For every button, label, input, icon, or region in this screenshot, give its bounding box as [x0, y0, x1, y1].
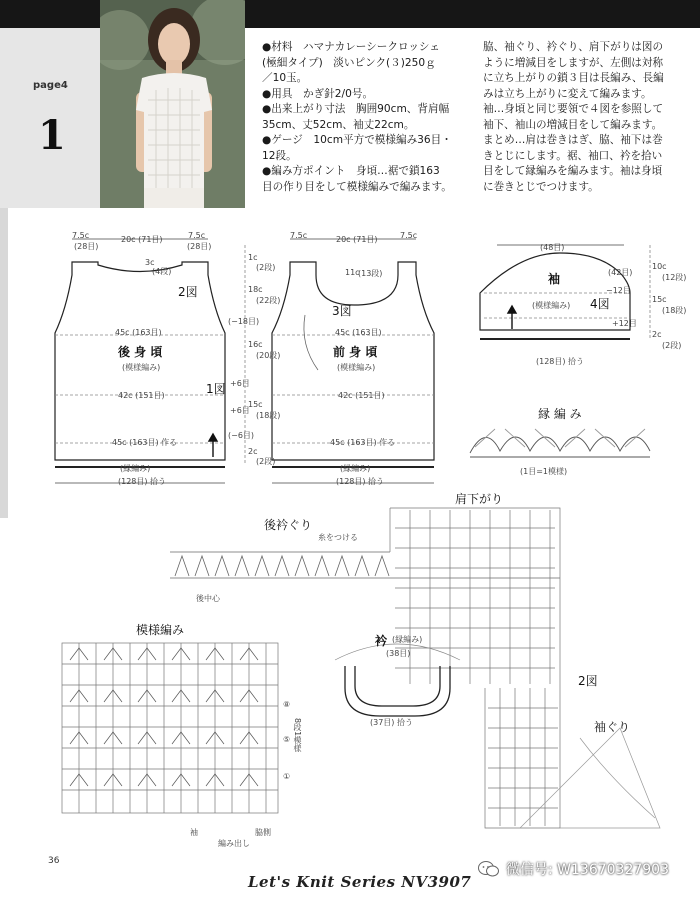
spec-line: 12段。 — [262, 149, 297, 162]
schematic-diagrams — [0, 215, 700, 505]
collar-pick-bottom: (37目) 拾う — [370, 718, 413, 727]
center-back-note: 後中心 — [196, 594, 220, 603]
collar-sub: (縁編み) — [392, 635, 423, 644]
dim: (13段) — [358, 269, 383, 278]
dim: (2段) — [256, 263, 276, 272]
dim: 15c — [248, 400, 263, 409]
spec-line: きとじにします。裾、袖口、衿を拾い — [483, 149, 663, 162]
dim: (18段) — [662, 306, 687, 315]
instructions-text — [483, 40, 693, 195]
dim: 45c (163目) 作る — [112, 438, 178, 447]
dim: (縁編み) — [120, 464, 151, 473]
dim: 7.5c — [400, 231, 418, 240]
dim: (128目) 拾う — [336, 477, 385, 486]
spec-line: まとめ…肩は巻きはぎ、脇、袖下は巻 — [483, 134, 663, 146]
spec-line: 目の作り目をして模様編みで編みます。 — [262, 180, 452, 193]
dim: −12目 — [606, 286, 631, 295]
wechat-id: 微信号: W13670327903 — [506, 862, 669, 878]
pattern-repeat-legend: 8段1模様 — [293, 718, 302, 753]
spec-line: ●用具 かぎ針2/0号。 — [262, 87, 374, 100]
materials-text — [262, 40, 474, 195]
pattern-chart — [62, 643, 278, 813]
dim: 11c — [345, 268, 360, 277]
dim: 2c — [652, 330, 662, 339]
row-marker: ⑤ — [283, 735, 291, 744]
back-body-sub: (模様編み) — [122, 363, 161, 372]
dim: (22段) — [256, 296, 281, 305]
spec-line: 脇、袖ぐり、衿ぐり、肩下がりは図の — [483, 41, 664, 53]
dim: (128目) 拾う — [118, 477, 167, 486]
back-body-outline — [55, 262, 225, 460]
model-photo — [100, 0, 245, 208]
dim: +6目 — [230, 406, 250, 415]
sleeve-sub: (模様編み) — [532, 301, 571, 310]
dim: 7.5c — [290, 231, 308, 240]
border-edging-chart — [470, 429, 650, 457]
figure-3-label: 3図 — [332, 304, 352, 318]
model-photo-illustration — [100, 0, 245, 208]
dim: 18c — [248, 285, 263, 294]
dim: (18段) — [256, 411, 281, 420]
spec-line: 35cm、丈52cm、袖丈22cm。 — [262, 118, 415, 131]
dim: 20c (71目) — [121, 235, 163, 244]
dim: 42c (151目) — [338, 391, 385, 400]
dim: (縁編み) — [340, 464, 371, 473]
dim: 45c (163目) — [335, 328, 382, 337]
spec-line: ●ゲージ 10cm平方で模様編み36目・ — [262, 134, 452, 146]
back-body-title: 後 身 頃 — [118, 345, 163, 359]
dim: (128目) 拾う — [536, 357, 585, 366]
shoulder-title: 肩下がり — [455, 492, 504, 506]
border-title: 縁 編 み — [538, 407, 582, 421]
chart-note: 袖 — [190, 828, 198, 837]
sleeve-title: 袖 — [548, 272, 561, 286]
dim: 7.5c — [72, 231, 90, 240]
spec-line: ●材料 ハマナカレーシークロッシェ — [262, 41, 440, 53]
spec-line: みは立ち上がりに変えて編みます。 — [483, 87, 652, 100]
collar-title: 衿 — [375, 634, 388, 648]
dim: (2段) — [662, 341, 682, 350]
page-label: page4 — [33, 80, 68, 91]
back-neck-title: 後衿ぐり — [264, 518, 313, 532]
row-marker: ⑧ — [283, 700, 291, 709]
pattern-number: 1 — [38, 112, 66, 159]
spec-line: に巻きとじでつけます。 — [483, 180, 599, 193]
spec-line: 袖…身頃と同じ要領で４図を参照して — [483, 103, 664, 115]
spec-line: ように増減目をしますが、左側は対称 — [483, 56, 664, 69]
wechat-watermark — [478, 855, 669, 883]
dim: 7.5c — [188, 231, 206, 240]
dim: (1目=1模様) — [520, 467, 568, 476]
dim: 15c — [652, 295, 667, 304]
dim: +12目 — [612, 319, 637, 328]
dim: 16c — [248, 340, 263, 349]
page-number: 36 — [48, 856, 60, 866]
row-marker: ① — [283, 772, 291, 781]
dim: (28目) — [187, 242, 212, 251]
attach-yarn-note: 糸をつける — [318, 533, 358, 542]
spec-line: に立ち上がりの鎖３目は長編み、長編 — [483, 72, 664, 84]
dim: (−18目) — [228, 317, 260, 326]
shoulder-chart — [390, 508, 660, 828]
spec-line: 目をして縁編みを編みます。袖は身頃 — [483, 165, 663, 177]
dim: (12段) — [662, 273, 687, 282]
dim: (4段) — [152, 267, 172, 276]
dim: (48目) — [540, 243, 565, 252]
dim: (2段) — [256, 457, 276, 466]
figure-1-label: 1図 — [206, 382, 226, 396]
collar-pick-top: (38目) — [386, 649, 411, 658]
spec-line: (極細タイプ) 淡いピンク(３)250ｇ — [262, 56, 436, 69]
front-body-outline — [272, 262, 434, 460]
series-title: Let's Knit Series NV3907 — [248, 873, 472, 891]
dim: 20c (71目) — [336, 235, 378, 244]
dim: (28目) — [74, 242, 99, 251]
back-neck-chart — [170, 552, 560, 578]
dim: (20段) — [256, 351, 281, 360]
dim: 45c (163目) 作る — [330, 438, 396, 447]
dim: 42c (151目) — [118, 391, 165, 400]
pattern-chart-title: 模様編み — [136, 623, 185, 637]
spec-line: ●編み方ポイント 身頃…裾で鎖163 — [262, 165, 440, 177]
dim: 3c — [145, 258, 155, 267]
chart-note: 脇側 — [255, 828, 271, 837]
chart-note: 編み出し — [218, 839, 250, 848]
wechat-icon — [478, 860, 500, 878]
dim: 2c — [248, 447, 258, 456]
front-body-title: 前 身 頃 — [333, 345, 378, 359]
figure-2-chart-label: 2図 — [578, 674, 598, 688]
spec-line: ●出来上がり寸法 胸囲90cm、背肩幅 — [262, 103, 450, 115]
armhole-label: 袖ぐり — [594, 720, 631, 734]
dim: 45c (163目) — [115, 328, 162, 337]
dim: +6目 — [230, 379, 250, 388]
dim: (42目) — [608, 268, 633, 277]
spec-line: 袖下、袖山の増減目をして編みます。 — [483, 118, 663, 131]
dim: 1c — [248, 253, 258, 262]
figure-2-label: 2図 — [178, 285, 198, 299]
figure-4-label: 4図 — [590, 297, 610, 311]
front-body-sub: (模様編み) — [337, 363, 376, 372]
spec-line: ／10玉。 — [262, 72, 308, 84]
dim: (−6目) — [228, 431, 255, 440]
dim: 10c — [652, 262, 667, 271]
